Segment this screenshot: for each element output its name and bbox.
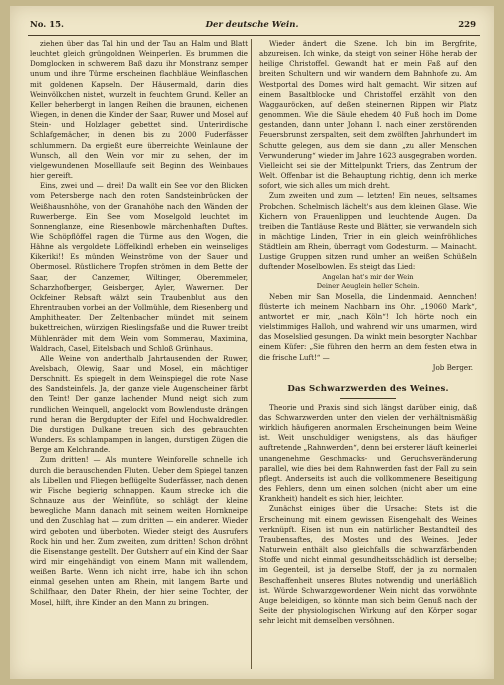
author-signature: Job Berger. <box>432 362 473 372</box>
page-number: 229 <box>458 20 476 30</box>
paragraph: Theorie und Praxis sind sich längst darüber einig, daß das Schwarzwerden unter den vielen der verhältnismäßig wirklich häufigeren anormalen Erscheinungen beim Weine ist. Weit unschuldiger wenigstens, als das häufiger auftretende „Rahnwerden“, denn bei ersterer läuft keinerlei unangenehme Geschmacks- und Geruchsveränderung parallel, wie dies bei dem Rahnwerden fast der Fall zu sein pflegt. Anderseits ist auch die vollkommenere Beseitigung des Fehlers, denn um einen solchen (nicht aber um eine Krankheit) handelt es sich hier, leichter. <box>259 402 477 504</box>
paragraph: Neben mir San Mosella, die Lindenmaid. Aennchen! flüsterte ich meinem Nachbarn ins Ohr. „19060 Mark“, antwortet er mir, „nach Köln“! Ich hörte noch ein vielstimmiges Halloh, und wahrend wir uns umarmen, wird das Moselslied gesungen. Da winkt mein besorgter Nachbar einem Küfer: „Sie führen den herrn an dem festen etwa in die frische Luft!“ — <box>259 291 477 362</box>
title-rule <box>340 398 396 399</box>
right-column <box>259 39 477 669</box>
paragraph: Eins, zwei und — drei! Da wallt ein See vor den Blicken vom Petersberge nach den roten Sandsteinbrücken der Weißhausnhöhe, von der Granahöhe nach den Wänden der Ruwerberge. Ein See vom Moselgold leuchtet im Sonnenglanze, eine Riesenbowle märchenhaften Duftes. Wie Schöpflöffel ragen die Türme aus den Wogen, die Hähne als vergoldete Löffelkindl erheben ein weinseliges Kikeriki!! Es münden Weinströme von der Sauer und Obermosel. Rüstlichere Tropfen strömen in dem Bette der Saar, der Canzemer, Wiltinger, Oberemmeler, Scharzhofberger, Geisberger, Ayler, Wawerner. Der Ockfeiner Rebsaft wälzt sein Traubenblut aus den Ehrentrauben vorbei an der Vollmühle, dem Riesenberg und Amphitheater. Der Zeltenbacher mündet mit seinem bukettreichen, würzigen Rieslingsfaße und die Ruwer treibt Mühlenräder mit dem Wein vom Sommerau, Maximina, Waldrach, Casel, Eitelsbach und Schloß Grünhaus. <box>30 181 248 353</box>
paragraph: Zunächst einiges über die Ursache: Stets ist die Erscheinung mit einem gewissen Eisengehalt des Weines verknüpft. Eisen ist nun ein natürlicher Bestandteil des Traubensaftes, des Mostes und des Weines. Jeder Naturwein enthält also gleichfalls die schwarzfärbenden Stoffe und nicht einmal gesundheitsschädlich ist derselbe; im Gegenteil, ist ja derselbe Stoff, der ja zu normalen Beschaffenheit unseres Blutes notwendig und unerläßlich ist. Würde Schwarzgewordener Wein nicht das vorwöhnte Auge beleidigen, so könnte man sich beim Genuß nach der Seite der physiologischen Wirkung auf den Körper sogar sehr leicht mit demselben versöhnen. <box>259 504 477 626</box>
paragraph: ziehen über das Tal hin und der Tau an Halm und Blatt leuchtet gleich grüngoldnen Weinperlen. Es brummen die Domglocken in schwerem Baß dazu ihr Monstranz semper unum und ihre Türme erscheinen flachbläue Weinflaschen mit goldenen Kapseln. Der Häusermald, darin dies Weinvölkchen nistet, wurzelt in feuchtem Grund. Keller an Keller beherbergt in langen Reihen die braunen, eichenen Wiegen, in denen die Kinder der Saar, Ruwer und Mosel auf Stein- und Holzlager gebettet sind. Unterirdische Schlafgemächer, in denen bis zu 2000 Fuderfässer schlummern. Da ergießt eure überreichte Weinlaune der Wunsch, all den Wein vor mir zu sehen, der im vielgewundenen Moselllaufe seit Beginn des Weinbaues hier gereift. <box>30 39 248 181</box>
issue-number: No. 15. <box>30 20 64 30</box>
paragraph: Alle Weine von anderthalb Jahrtausenden der Ruwer, Avelsbach, Olewig, Saar und Mosel, ein mächtiger Derschnitt. Es spiegelt in dem Weinspiegel die rote Nase des Sandsteinfels. Ja, der ganze viele Augenscheiner färbt den Teint! Der ganze lachender Mund neigt sich zum rundlichen Weinquell, angelockt vom Bowlenduste drängen rund heran die Bergdupter der Eifel und Hochwaldredler. Die durstigen Dulkane treuen sich des gebrauchten Wunders. Es schlampampen in langen, durstigen Zügen die Berge am Kelchrande. <box>30 353 248 455</box>
paragraph: Zum zweiten und zum — letzten! Ein neues, seltsames Probchen. Schelmisch lächelt's aus dem kleinen Glase. Wie Kichern von Frauenlippen und leuchtende Augen. Da treiben die Tantläuse Reste und Blätter, sie verwandeln sich in mächtige Linden, Trier in ein gleich weinfröhliches Städtlein am Rhein, überragt vom Godesturm. — Mainacht. Lustige Gruppen sitzen rund umher an weißen Schüßeln duftender Moselbowlen. Es steigt das Lied: <box>259 191 477 272</box>
column-divider <box>251 39 252 669</box>
paragraph: Wieder ändert die Szene. Ich bin im Bergfrite, abzureisen. Ich winke, da steigt von seiner Höhe herab der heilige Christoffel. Gewandt hat er mein Faß auf den breiten Schultern und wir wandern dem Bahnhofe zu. Am Westportal des Domes wird halt gemacht. Wir sitzen auf einem Basaltblocke und Christoffel erzählt von den Waggauröcken, auf deßen steinernen Rippen wir Platz genommen. Wie die Säule ehedem 40 Fuß hoch im Dome gestanden, dann unter Johann I. nach einer zerstörenden Feuersbrunst zerspalten, seit dem zwölften Jahrhundert im Schutte gelegen, aus dem sie dann „zu aller Menschen Verwunderung“ wieder im Jahre 1623 ausgegraben worden. Vielleicht sei sie der Mittelpunkt Triers, das Zentrum der Welt. Offenbar ist die Behauptung richtig, denn ich merke sofort, wie sich alles um mich dreht. <box>259 39 477 191</box>
poem-line: Deiner Aeuglein heller Schein. <box>316 282 420 291</box>
page-header <box>24 20 480 36</box>
running-title: Der deutsche Wein. <box>205 20 299 30</box>
section-title: Das Schwarzwerden des Weines. <box>287 383 449 394</box>
left-column <box>30 39 248 669</box>
paragraph: Zum dritten! — Als muntere Weinforelle schnelle ich durch die berauschenden Fluten. Ueber dem Spiegel tanzen als Libellen und Fliegen beflügelte Suderfässer, nach denen wir Fische begierig schnappen. Kaum strecke ich die Schnauze aus der Weinflüte, so schlägt der kleine bewegliche Mann danach mit seinem weiten Hornkneipe und den Zuschlag hat — zum dritten — ein anderer. Wieder wird geboten und überboten. Wieder steigt des Ausrufers Rock hin und her. Zum zweiten, zum dritten! Schon dröhnt die Eisenstange gestellt. Der Gutsherr auf ein Kind der Saar wird mir eingehändigt von einem Mann mit wallendem, weißen Barte. Wenn ich nicht irre, habe ich ihn schon einmal gesehen unten am Rhein, mit langem Barte und Schilfhaar, den Dater Rhein, der hier seine Tochter, der Mosel, hilft, ihre Kinder an den Mann zu bringen. <box>30 455 248 607</box>
book-page <box>10 6 494 679</box>
poem-line: Angelan hat's mir der Wein <box>322 272 414 281</box>
header-rule <box>28 35 480 36</box>
